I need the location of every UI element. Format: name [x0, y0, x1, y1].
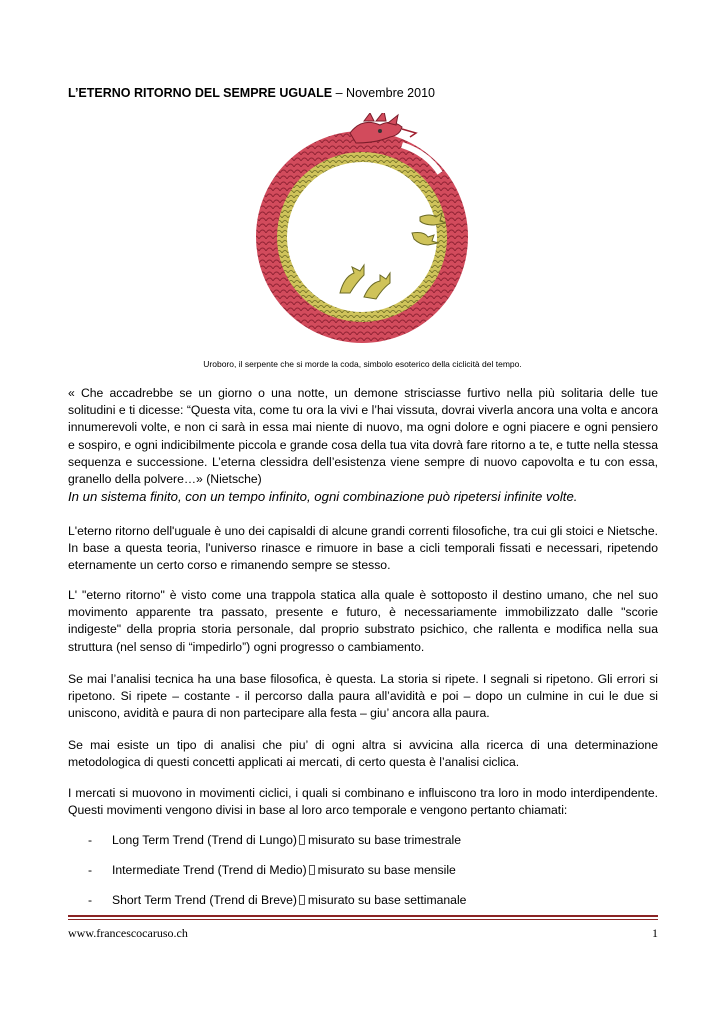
page-title [68, 86, 435, 100]
figure-caption: Uroboro, il serpente che si morde la coda, simbolo esoterico della ciclicità del tempo. [203, 359, 522, 369]
snake-leg [364, 273, 390, 299]
missing-glyph-icon [309, 865, 315, 875]
trend-name: Long Term Trend (Trend di Lungo) [112, 833, 297, 847]
title-date: – Novembre 2010 [332, 86, 435, 100]
paragraph-1: L'eterno ritorno dell'uguale è uno dei capisaldi di alcune grandi correnti filosofiche, tra cui gli stoici e Nietsche. In base a questa teoria, l'universo rinasce e rimuore in base a cicli temporali fissati e necessari, ripetendo eternamente un certo corso e rimanendo sempre se stesso. [68, 524, 658, 573]
trend-desc: misurato su base settimanale [307, 893, 467, 907]
paragraph-2: L' "eterno ritorno" è visto come una trappola statica alla quale è sottoposto il destino umano, che nel suo movimento apparente tra passato, presente e futuro, è necessariamente immobilizzato dalle "scorie indigeste" della propria storia personale, dal proprio substrato psichico, che rallenta e modifica nella sua struttura (nel senso di “impedirlo”) ogni progresso o cambiamento. [68, 588, 658, 654]
paragraph-5: I mercati si muovono in movimenti ciclici, i quali si combinano e influiscono tra loro in modo interdipendente. Questi movimenti vengono divisi in base al loro arco temporale e vengono pertanto chiamati: [68, 786, 658, 818]
page-number: 1 [652, 926, 658, 940]
snake-leg [412, 233, 438, 246]
trend-desc: misurato su base trimestrale [307, 833, 462, 847]
list-item: - Short Term Trend (Trend di Breve) misurato su base settimanale [88, 893, 467, 907]
trend-name: Short Term Trend (Trend di Breve) [112, 893, 297, 907]
ouroboros-image [252, 113, 469, 351]
paragraph-4: Se mai esiste un tipo di analisi che piu’ di ogni altra si avvicina alla ricerca di una determinazione metodologica di questi concetti applicati ai mercati, di certo questa è l’analisi ciclica. [68, 738, 658, 770]
footer-rule-thin [68, 919, 658, 920]
italic-statement: In un sistema finito, con un tempo infinito, ogni combinazione può ripetersi infinite volte. [68, 489, 578, 504]
title-bold: L’ETERNO RITORNO DEL SEMPRE UGUALE [68, 86, 333, 100]
paragraph-3: Se mai l’analisi tecnica ha una base filosofica, è questa. La storia si ripete. I segnali si ripetono. Gli errori si ripetono. Si ripete – costante - il percorso dalla paura all’avidità e poi – dopo un culmine in cui le due si uniscono, avidità e paura di non partecipare alla festa – giu’ ancora alla paura. [68, 672, 658, 721]
missing-glyph-icon [299, 835, 305, 845]
trend-desc: misurato su base mensile [317, 863, 456, 877]
missing-glyph-icon [299, 895, 305, 905]
nietzsche-quote: « Che accadrebbe se un giorno o una notte, un demone strisciasse furtivo nella più solitaria delle tue solitudini e ti dicesse: “Questa vita, come tu ora la vivi e l’hai vissuta, dovrai viverla ancora una volta e ancora innumerevoli volte, e non ci sarà in essa mai niente di nuovo, ma ogni dolore e ogni piacere e ogni pensiero e sospiro, e ogni indicibilmente piccola e grande cosa della tua vita dovrà fare ritorno a te, e tutte nella stessa sequenza e successione. L’eterna clessidra dell’esistenza viene sempre di nuovo capovolta e tu con essa, granello della polvere…» (Nietsche) [68, 386, 658, 487]
list-item: - Intermediate Trend (Trend di Medio) misurato su base mensile [88, 863, 456, 877]
list-item: - Long Term Trend (Trend di Lungo) misurato su base trimestrale [88, 833, 462, 847]
footer-url: www.francescocaruso.ch [68, 926, 188, 940]
trend-name: Intermediate Trend (Trend di Medio) [112, 863, 307, 877]
footer-rule [68, 915, 658, 917]
snake-leg [340, 265, 364, 293]
